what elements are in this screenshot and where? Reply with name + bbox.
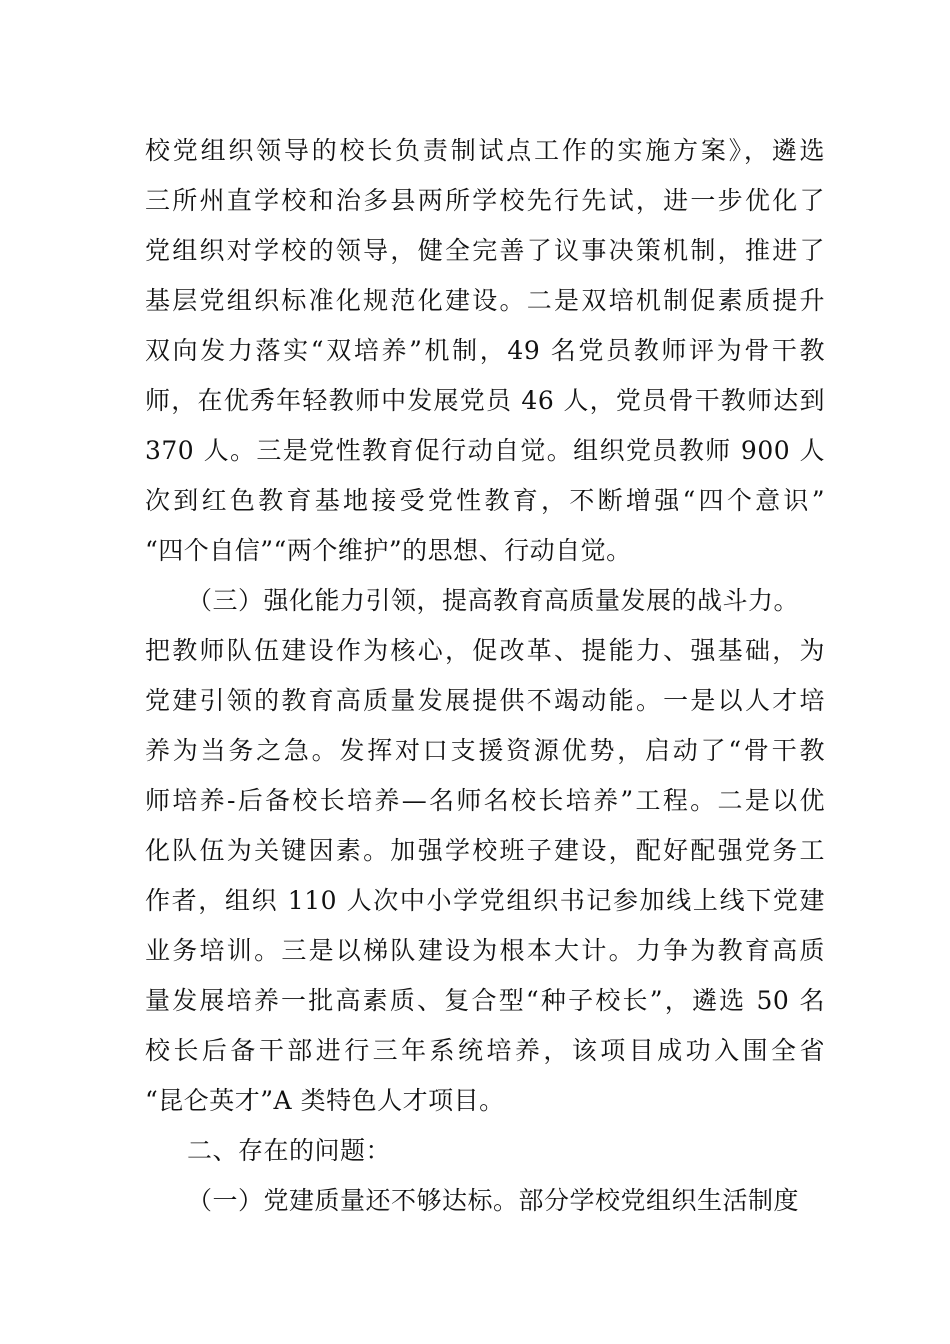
text-line: 把教师队伍建设作为核心，促改革、提能力、强基础，为 — [145, 636, 825, 665]
text-line: 养为当务之急。发挥对口支援资源优势，启动了“骨干教 — [145, 736, 825, 765]
section-heading: （三）强化能力引领，提高教育高质量发展的战斗力。 — [187, 586, 800, 615]
text-line: 370 人。三是党性教育促行动自觉。组织党员教师 900 人 — [145, 436, 825, 465]
section-heading: 二、存在的问题： — [187, 1136, 392, 1165]
text-line: 作者，组织 110 人次中小学党组织书记参加线上线下党建 — [145, 886, 825, 915]
text-line: “四个自信”“两个维护”的思想、行动自觉。 — [145, 536, 632, 565]
text-line: 业务培训。三是以梯队建设为根本大计。力争为教育高质 — [145, 936, 825, 965]
text-line: 基层党组织标准化规范化建设。二是双培机制促素质提升 — [145, 286, 825, 315]
text-line: 校党组织领导的校长负责制试点工作的实施方案》，遴选 — [145, 136, 825, 165]
text-line: 党建引领的教育高质量发展提供不竭动能。一是以人才培 — [145, 686, 825, 715]
text-line: （一）党建质量还不够达标。部分学校党组织生活制度 — [187, 1186, 800, 1215]
text-line: 校长后备干部进行三年系统培养，该项目成功入围全省 — [145, 1036, 825, 1065]
text-line: 量发展培养一批高素质、复合型“种子校长”，遴选 50 名 — [145, 986, 825, 1015]
text-line: 师培养-后备校长培养—名师名校长培养”工程。二是以优 — [145, 786, 825, 815]
text-line: 次到红色教育基地接受党性教育，不断增强“四个意识” — [145, 486, 825, 515]
text-line: “昆仑英才”A 类特色人才项目。 — [145, 1086, 505, 1115]
text-line: 党组织对学校的领导，健全完善了议事决策机制，推进了 — [145, 236, 825, 265]
text-line: 化队伍为关键因素。加强学校班子建设，配好配强党务工 — [145, 836, 825, 865]
text-line: 三所州直学校和治多县两所学校先行先试，进一步优化了 — [145, 186, 825, 215]
text-line: 师，在优秀年轻教师中发展党员 46 人，党员骨干教师达到 — [145, 386, 825, 415]
text-line: 双向发力落实“双培养”机制，49 名党员教师评为骨干教 — [145, 336, 825, 365]
